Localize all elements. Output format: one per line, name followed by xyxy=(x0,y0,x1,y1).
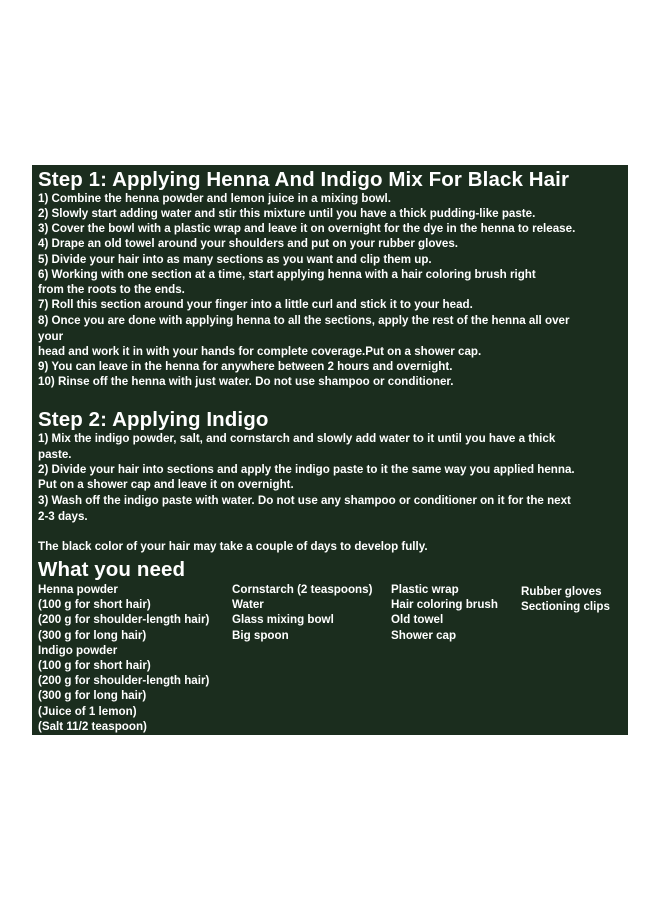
step1-line-5: 5) Divide your hair into as many sections as you want and clip them up. xyxy=(38,253,432,266)
needs-item: (100 g for short hair) xyxy=(38,598,151,612)
step2-title: Step 2: Applying Indigo xyxy=(38,408,269,431)
needs-item: (200 g for shoulder-length hair) xyxy=(38,674,210,688)
step2-line-5: 3) Wash off the indigo paste with water. Do not use any shampoo or conditioner on it for the next xyxy=(38,494,571,507)
needs-list xyxy=(38,582,628,732)
step1-title: Step 1: Applying Henna And Indigo Mix For Black Hair xyxy=(38,168,570,191)
needs-item: Water xyxy=(232,598,264,612)
needs-column-3 xyxy=(391,582,498,643)
needs-item: Old towel xyxy=(391,613,444,627)
needs-item: Henna powder xyxy=(38,583,118,596)
needs-item: Indigo powder xyxy=(38,643,118,657)
step2-line-1: 1) Mix the indigo powder, salt, and cornstarch and slowly add water to it until you have a thick xyxy=(38,432,556,445)
needs-item: (200 g for shoulder-length hair) xyxy=(38,613,210,627)
instructions-panel xyxy=(32,165,628,735)
step1-line-1: 1) Combine the henna powder and lemon juice in a mixing bowl. xyxy=(38,192,392,205)
step1-line-4: 4) Drape an old towel around your shoulders and put on your rubber gloves. xyxy=(38,237,458,250)
step1-line-11: head and work it in with your hands for complete coverage.Put on a shower cap. xyxy=(38,345,482,358)
step1-line-8: 7) Roll this section around your finger into a little curl and stick it to your head. xyxy=(38,298,473,311)
what-you-need-title: What you need xyxy=(38,558,186,581)
step1-line-6: 6) Working with one section at a time, start applying henna with a hair coloring brush right xyxy=(38,268,536,281)
step1-line-12: 9) You can leave in the henna for anywhere between 2 hours and overnight. xyxy=(38,360,453,373)
needs-item: (100 g for short hair) xyxy=(38,659,151,673)
needs-item: (Salt 11/2 teaspoon) xyxy=(38,719,147,733)
needs-item: Big spoon xyxy=(232,628,289,642)
step2-line-3: 2) Divide your hair into sections and apply the indigo paste to it the same way you applied henna. xyxy=(38,463,575,476)
needs-item: (300 g for long hair) xyxy=(38,628,147,642)
needs-column-2 xyxy=(232,582,372,643)
needs-column-4 xyxy=(521,584,610,614)
step1-line-3: 3) Cover the bowl with a plastic wrap and leave it on overnight for the dye in the henna to release. xyxy=(38,222,576,235)
needs-item: Hair coloring brush xyxy=(391,598,498,612)
needs-item: Sectioning clips xyxy=(521,600,610,614)
needs-item: Shower cap xyxy=(391,628,457,642)
step1-line-10: your xyxy=(38,330,64,343)
needs-item: Cornstarch (2 teaspoons) xyxy=(232,583,373,596)
needs-item: Glass mixing bowl xyxy=(232,613,334,627)
needs-item: (300 g for long hair) xyxy=(38,689,147,703)
needs-item: Rubber gloves xyxy=(521,585,602,598)
needs-item: (Juice of 1 lemon) xyxy=(38,704,137,718)
step1-line-7: from the roots to the ends. xyxy=(38,283,185,296)
step1-line-13: 10) Rinse off the henna with just water. Do not use shampoo or conditioner. xyxy=(38,375,454,388)
step2-note: The black color of your hair may take a couple of days to develop fully. xyxy=(38,540,428,553)
step2-line-6: 2-3 days. xyxy=(38,510,88,523)
step1-line-9: 8) Once you are done with applying henna to all the sections, apply the rest of the henna all over xyxy=(38,314,570,327)
step2-line-4: Put on a shower cap and leave it on overnight. xyxy=(38,478,294,491)
needs-item: Plastic wrap xyxy=(391,583,459,596)
step1-line-2: 2) Slowly start adding water and stir this mixture until you have a thick pudding-like paste. xyxy=(38,207,536,220)
step2-line-2: paste. xyxy=(38,448,72,461)
needs-column-1 xyxy=(38,582,209,734)
